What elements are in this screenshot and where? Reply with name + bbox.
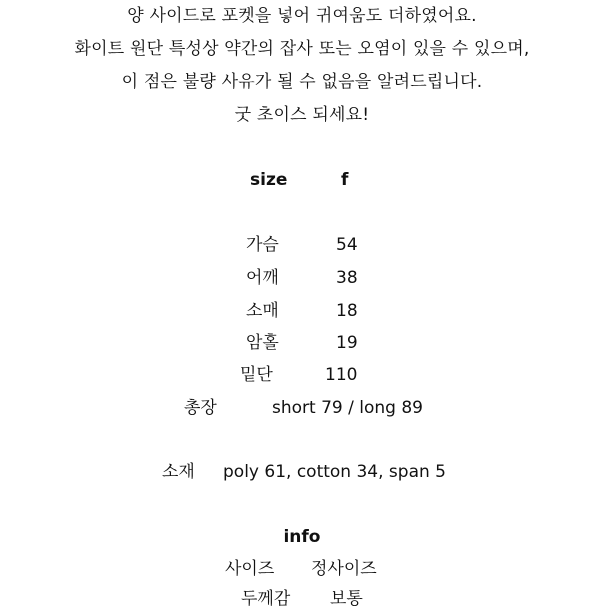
size-row-label: 소매 [246,301,279,321]
intro-line-2: 화이트 원단 특성상 약간의 잡사 또는 오염이 있을 수 있으며, [74,39,530,59]
size-row-value: 18 [336,301,358,321]
size-row-value: 54 [336,235,358,255]
size-row-label: 가슴 [246,235,279,255]
info-row-label: 사이즈 [225,559,275,579]
info-row-value: 보통 [330,589,363,609]
info-title: info [283,527,321,547]
size-row-value: short 79 / long 89 [272,398,423,418]
size-row-value: 110 [325,365,358,385]
size-header-label: size [250,170,288,190]
info-row-value: 정사이즈 [311,559,377,579]
material-value: poly 61, cotton 34, span 5 [223,462,446,482]
size-row-value: 38 [336,268,358,288]
intro-line-4: 굿 초이스 되세요! [234,105,370,125]
size-row-label: 어깨 [246,268,279,288]
size-row-value: 19 [336,333,358,353]
info-row-label: 두께감 [241,589,291,609]
material-label: 소재 [162,462,195,482]
size-row-label: 암홀 [246,333,279,353]
size-row-label: 밑단 [240,365,273,385]
size-row-label: 총장 [184,398,217,418]
intro-line-1: 양 사이드로 포켓을 넣어 귀여움도 더하였어요. [127,6,477,26]
intro-line-3: 이 점은 불량 사유가 될 수 없음을 알려드립니다. [121,72,483,92]
size-header-value: f [341,170,349,190]
